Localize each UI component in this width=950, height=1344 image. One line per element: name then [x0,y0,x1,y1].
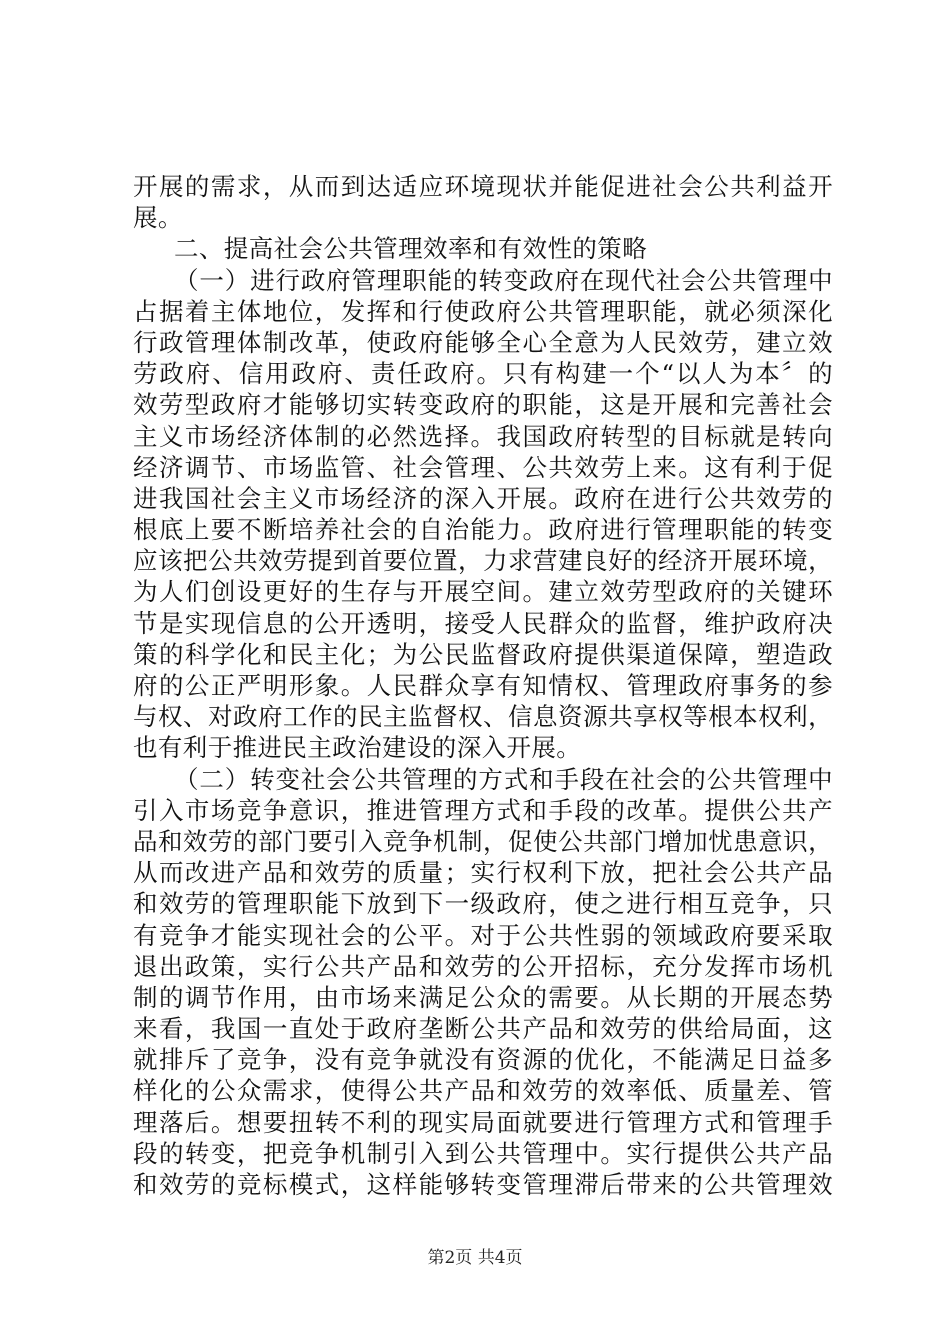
text-line: 引入市场竞争意识，推进管理方式和手段的改革。提供公共产 [133,795,833,825]
text-line: 府的公正严明形象。人民群众享有知情权、管理政府事务的参 [133,671,833,700]
text-line: 样化的公众需求，使得公共产品和效劳的效率低、质量差、管 [133,1076,833,1106]
text-line: 开展的需求，从而到达适应环境现状并能促进社会公共利益开 [133,172,833,201]
text-line: 策的科学化和民主化；为公民监督政府提供渠道保障，塑造政 [133,639,833,669]
text-line: 来看，我国一直处于政府垄断公共产品和效劳的供给局面，这 [133,1014,833,1044]
text-line: 劳政府、信用政府、责任政府。只有构建一个“以人为本〞的 [133,359,833,389]
text-line: 占据着主体地位，发挥和行使政府公共管理职能，就必须深化 [133,296,833,326]
text-line: 节是实现信息的公开透明，接受人民群众的监督，维护政府决 [133,608,833,638]
text-line: 有竞争才能实现社会的公平。对于公共性弱的领域政府要采取 [133,920,833,950]
text-line: 也有利于推进民主政治建设的深入开展。 [133,733,582,763]
text-line: 退出政策，实行公共产品和效劳的公开招标，充分发挥市场机 [133,951,833,981]
text-line: 与权、对政府工作的民主监督权、信息资源共享权等根本权利， [133,702,833,732]
document-body [133,171,833,1200]
text-line: 行政管理体制改革，使政府能够全心全意为人民效劳，建立效 [133,327,833,357]
text-line: 展。 [133,203,183,233]
page-number-footer: 第2页 共4页 [427,1248,523,1268]
text-line: 和效劳的管理职能下放到下一级政府，使之进行相互竞争，只 [133,889,833,919]
text-line: 制的调节作用，由市场来满足公众的需要。从长期的开展态势 [133,982,833,1012]
text-line: 品和效劳的部门要引入竞争机制，促使公共部门增加忧患意识， [133,826,833,856]
text-line: 效劳型政府才能够切实转变政府的职能，这是开展和完善社会 [133,390,833,420]
text-line: 段的转变，把竞争机制引入到公共管理中。实行提供公共产品 [133,1138,833,1168]
text-line: 进我国社会主义市场经济的深入开展。政府在进行公共效劳的 [133,483,833,513]
text-line: 为人们创设更好的生存与开展空间。建立效劳型政府的关键环 [133,577,833,607]
text-line: （二）转变社会公共管理的方式和手段在社会的公共管理中 [174,764,833,794]
text-line: 主义市场经济体制的必然选择。我国政府转型的目标就是转向 [133,421,833,451]
section-heading: 二、提高社会公共管理效率和有效性的策略 [174,234,648,264]
text-line: 经济调节、市场监管、社会管理、公共效劳上来。这有利于促 [133,452,833,482]
text-line: 根底上要不断培养社会的自治能力。政府进行管理职能的转变 [133,515,833,545]
text-line: 和效劳的竞标模式，这样能够转变管理滞后带来的公共管理效 [133,1170,833,1199]
text-line: 就排斥了竞争，没有竞争就没有资源的优化，不能满足日益多 [133,1045,833,1075]
text-line: 理落后。想要扭转不利的现实局面就要进行管理方式和管理手 [133,1107,833,1137]
text-line: 应该把公共效劳提到首要位置，力求营建良好的经济开展环境， [133,546,833,576]
text-line: （一）进行政府管理职能的转变政府在现代社会公共管理中 [174,265,833,295]
text-line: 从而改进产品和效劳的质量；实行权利下放，把社会公共产品 [133,858,833,888]
